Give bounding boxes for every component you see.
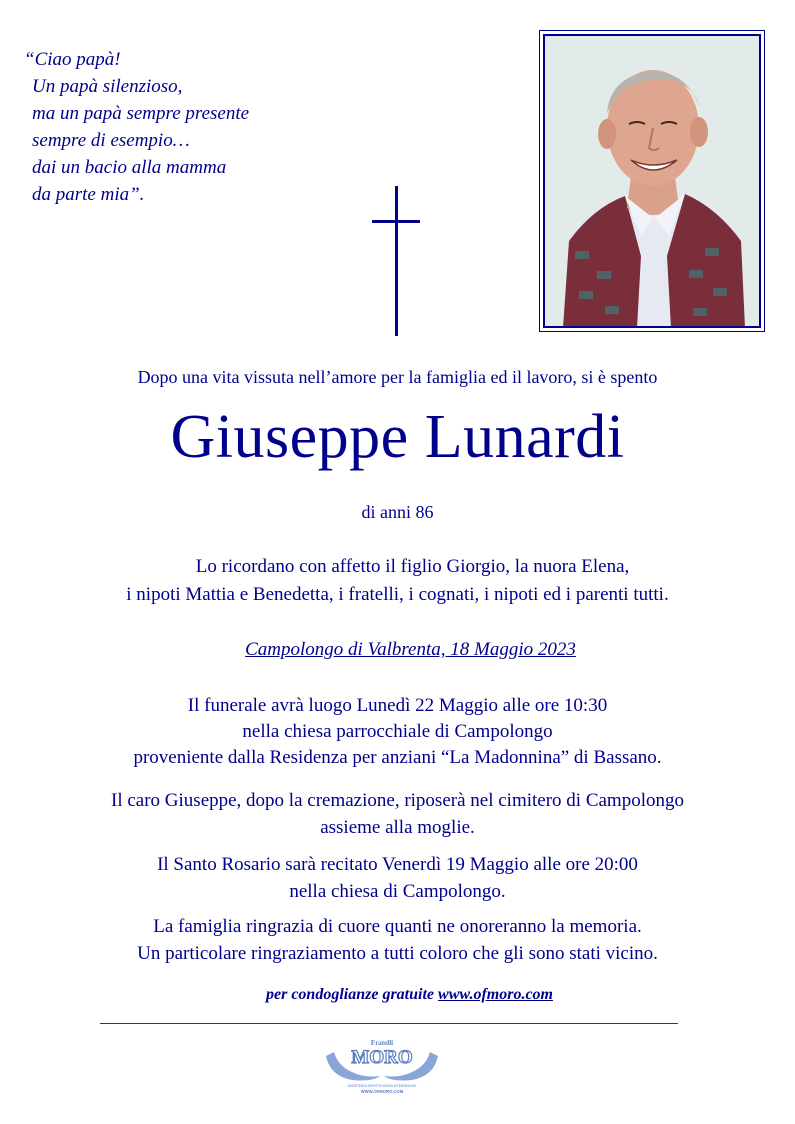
thanks-paragraph xyxy=(0,913,795,967)
condolences-text: per condoglianze gratuite xyxy=(266,986,435,1003)
logo-top-text: Fratelli xyxy=(370,1039,394,1047)
deceased-name: Giuseppe Lunardi xyxy=(170,403,625,471)
remember-line: Lo ricordano con affetto il figlio Giorgio, la nuora Elena, xyxy=(195,556,630,577)
place-date: Campolongo di Valbrenta, 18 Maggio 2023 xyxy=(245,639,576,660)
rosary-line: Il Santo Rosario sarà recitato Venerdì 19 Maggio alle ore 20:00 xyxy=(157,854,638,875)
quote-line: Un papà silenzioso, xyxy=(32,76,183,97)
thanks-line: Un particolare ringraziamento a tutti coloro che gli sono stati vicino. xyxy=(137,943,658,964)
remember-line: i nipoti Mattia e Benedetta, i fratelli, i cognati, i nipoti ed i parenti tutti. xyxy=(126,584,669,605)
funeral-line: nella chiesa parrocchiale di Campolongo xyxy=(242,721,553,742)
funeral-paragraph xyxy=(0,693,795,771)
funeral-line: proveniente dalla Residenza per anziani “La Madonnina” di Bassano. xyxy=(133,747,662,768)
cremation-line: Il caro Giuseppe, dopo la cremazione, riposerà nel cimitero di Campolongo xyxy=(111,790,684,811)
cremation-paragraph xyxy=(0,787,795,841)
cross-icon xyxy=(372,186,420,336)
quote-line: ma un papà sempre presente xyxy=(32,103,250,124)
condolences-line xyxy=(0,986,795,1004)
logo-url: WWW.OFMORO.COM xyxy=(360,1089,404,1094)
remember-paragraph xyxy=(0,553,795,609)
condolences-link[interactable]: www.ofmoro.com xyxy=(438,986,553,1003)
quote-line: da parte mia”. xyxy=(32,184,145,205)
cremation-line: assieme alla moglie. xyxy=(320,817,475,838)
rosary-paragraph xyxy=(0,851,795,905)
dedication-quote xyxy=(24,46,249,208)
quote-line: dai un bacio alla mamma xyxy=(32,157,227,178)
funeral-home-logo xyxy=(322,1036,442,1096)
quote-line: sempre di esempio… xyxy=(32,130,190,151)
quote-line: “Ciao papà! xyxy=(24,49,121,70)
funeral-line: Il funerale avrà luogo Lunedì 22 Maggio alle ore 10:30 xyxy=(187,695,608,716)
intro-text: Dopo una vita vissuta nell’amore per la famiglia ed il lavoro, si è spento xyxy=(137,367,658,387)
thanks-line: La famiglia ringrazia di cuore quanti ne onoreranno la memoria. xyxy=(153,916,642,937)
portrait-photo xyxy=(539,30,765,332)
logo-main-text: MORO xyxy=(351,1047,413,1068)
rosary-line: nella chiesa di Campolongo. xyxy=(289,881,506,902)
divider xyxy=(100,1023,678,1024)
age-text: di anni 86 xyxy=(361,502,434,522)
logo-tagline: ASSISTENZA DIRETTA SENZA INTERMEDIARI xyxy=(347,1084,417,1088)
